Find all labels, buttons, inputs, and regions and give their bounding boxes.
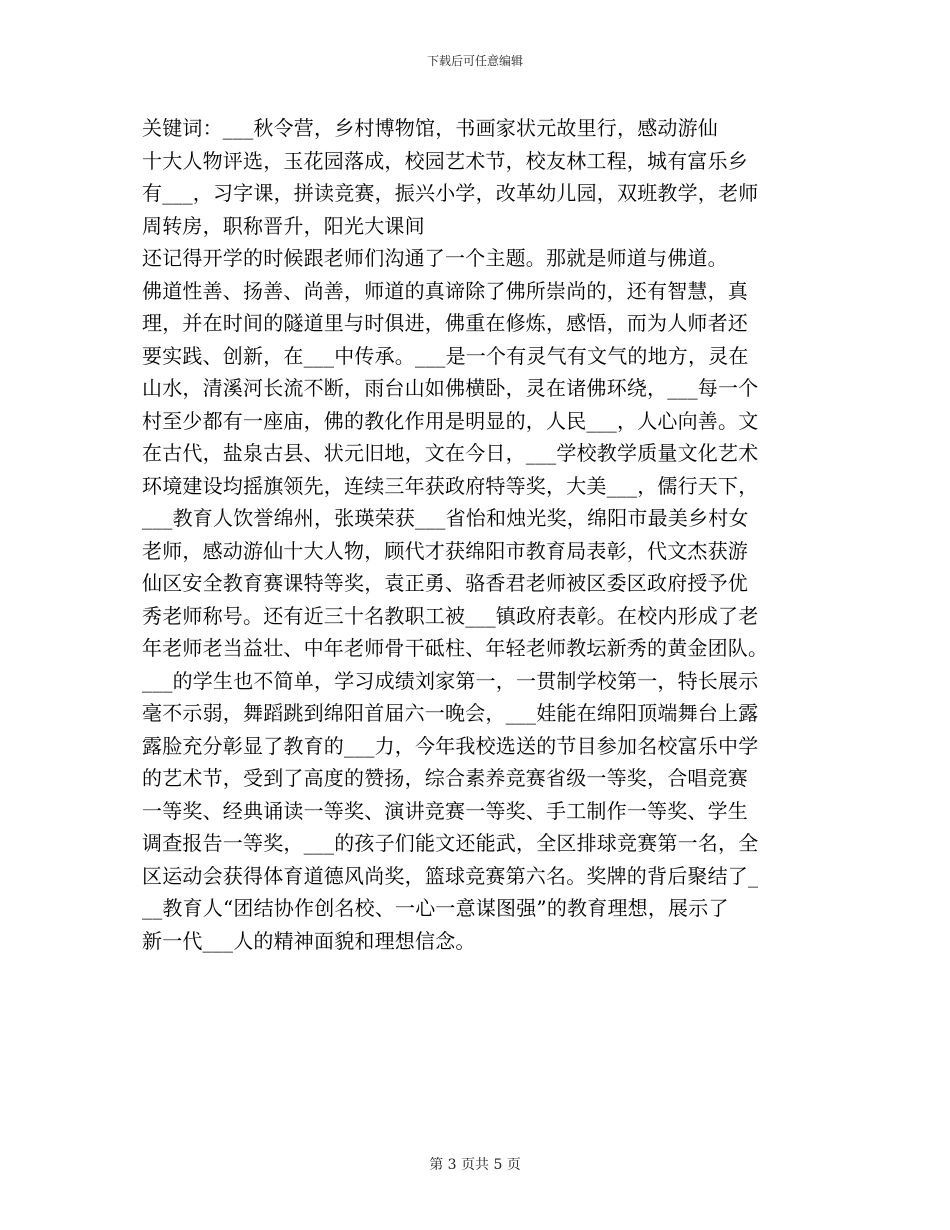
paragraph-line: 的艺术节，受到了高度的赞扬，综合素养竞赛省级一等奖，合唱竞赛 xyxy=(142,766,748,790)
paragraph-line: 还记得开学的时候跟老师们沟通了一个主题。那就是师道与佛道。 xyxy=(142,246,728,270)
paragraph-main xyxy=(142,242,814,957)
paragraph-line: 佛道性善、扬善、尚善，师道的真谛除了佛所崇尚的，还有智慧，真 xyxy=(142,278,748,303)
paragraph-line: 一等奖、经典诵读一等奖、演讲竞赛一等奖、手工制作一等奖、学生 xyxy=(142,798,748,823)
page-header: 下载后可任意编辑 xyxy=(426,54,523,68)
document-body xyxy=(142,112,814,957)
paragraph-line: 新一代___人的精神面貌和理想信念。 xyxy=(142,928,476,953)
page-footer: 第 3 页共 5 页 xyxy=(429,1157,521,1173)
paragraph-line: __教育人“团结协作创名校、一心一意谋图强”的教育理想，展示了 xyxy=(142,896,729,920)
paragraph-line: 关键词：___秋令营，乡村博物馆，书画家状元故里行，感动游仙 xyxy=(142,116,718,140)
paragraph-keywords xyxy=(142,112,814,242)
paragraph-line: 村至少都有一座庙，佛的教化作用是明显的，人民___，人心向善。文 xyxy=(142,408,759,433)
paragraph-line: 调查报告一等奖，___的孩子们能文还能武，全区排球竞赛第一名，全 xyxy=(142,831,759,855)
paragraph-line: 露脸充分彰显了教育的___力，今年我校选送的节目参加名校富乐中学 xyxy=(142,733,759,758)
paragraph-line: 毫不示弱，舞蹈跳到绵阳首届六一晚会，___娃能在绵阳顶端舞台上露 xyxy=(142,701,759,725)
paragraph-line: 在古代，盐泉古县、状元旧地，文在今日，___学校教学质量文化艺术 xyxy=(142,441,759,465)
paragraph-line: 环境建设均摇旗领先，连续三年获政府特等奖，大美___，儒行天下， xyxy=(142,473,759,498)
paragraph-line: ___的学生也不简单，学习成绩刘家第一，一贯制学校第一，特长展示 xyxy=(142,668,759,693)
paragraph-line: 有___，习字课，拼读竞赛，振兴小学，改革幼儿园，双班教学，老师 xyxy=(142,181,759,205)
paragraph-line: 老师，感动游仙十大人物，顾代才获绵阳市教育局表彰，代文杰获游 xyxy=(142,538,748,563)
paragraph-line: 秀老师称号。还有近三十名教职工被___镇政府表彰。在校内形成了老 xyxy=(142,603,759,628)
paragraph-line: 周转房，职称晋升，阳光大课间 xyxy=(142,213,425,238)
paragraph-line: 区运动会获得体育道德风尚奖，篮球竞赛第六名。奖牌的背后聚结了_ xyxy=(142,863,759,888)
paragraph-line: 仙区安全教育赛课特等奖，袁正勇、骆香君老师被区委区政府授予优 xyxy=(142,571,748,595)
paragraph-line: 十大人物评选，玉花园落成，校园艺术节，校友林工程，城有富乐乡 xyxy=(142,148,748,173)
paragraph-line: 要实践、创新，在___中传承。___是一个有灵气有文气的地方，灵在 xyxy=(142,343,749,368)
paragraph-line: ___教育人饮誉绵州，张瑛荣获___省怡和烛光奖，绵阳市最美乡村女 xyxy=(142,506,749,530)
paragraph-line: 山水，清溪河长流不断，雨台山如佛横卧，灵在诸佛环绕，___每一个 xyxy=(142,376,759,400)
paragraph-line: 理，并在时间的隧道里与时俱进，佛重在修炼，感悟，而为人师者还 xyxy=(142,311,748,335)
paragraph-line: 年老师老当益壮、中年老师骨干砥柱、年轻老师教坛新秀的黄金团队。 xyxy=(142,636,769,660)
